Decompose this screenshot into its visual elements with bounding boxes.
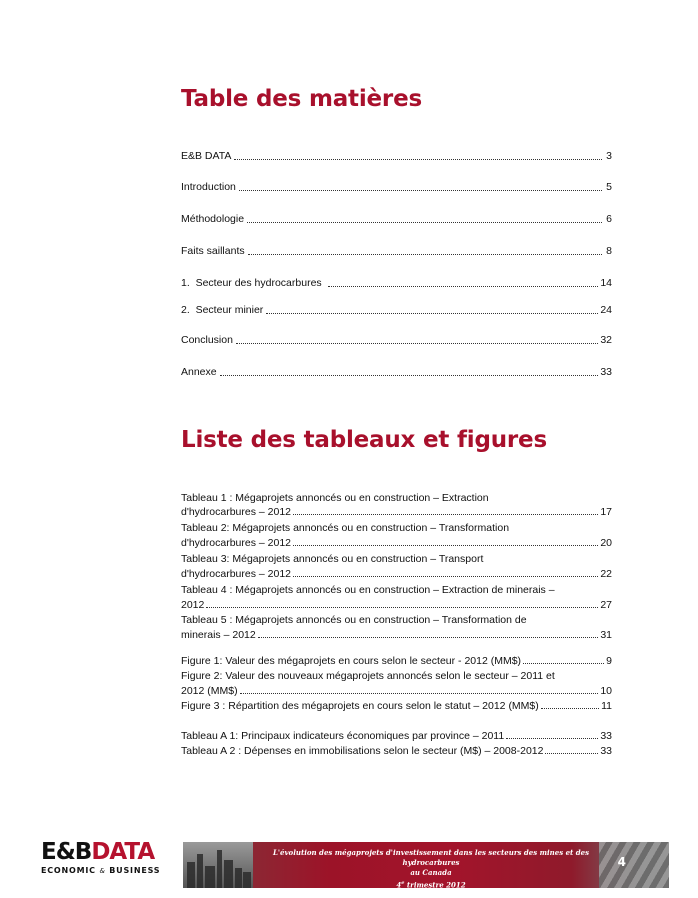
- lof-entry[interactable]: [181, 598, 612, 612]
- lof-entry-label: 2012: [181, 599, 205, 611]
- toc-entry-page: 8: [606, 245, 612, 257]
- lof-entry[interactable]: [181, 654, 612, 668]
- lof-entry-label: Tableau A 1: Principaux indicateurs économiques par province – 2011: [181, 730, 505, 742]
- dot-leader: [541, 708, 599, 709]
- dot-leader: [239, 190, 602, 191]
- lof-entry-label: Tableau A 2 : Dépenses en immobilisations selon le secteur (M$) – 2008-2012: [181, 745, 544, 757]
- lof-entry[interactable]: [181, 505, 612, 519]
- lof-entry-page: 20: [600, 537, 612, 549]
- dot-leader: [506, 738, 598, 739]
- banner-line-3: [253, 878, 609, 888]
- toc-title: Table des matières: [181, 86, 422, 112]
- dot-leader: [545, 753, 598, 754]
- lof-entry-page: 27: [600, 599, 612, 611]
- toc-entry-page: 6: [606, 213, 612, 225]
- lof-entry-line1[interactable]: Figure 2: Valeur des nouveaux mégaprojets annoncés selon le secteur – 2011 et: [181, 670, 555, 682]
- toc-entry-page: 3: [606, 150, 612, 162]
- toc-entry[interactable]: [181, 149, 612, 163]
- banner-quarter-sup: e: [401, 880, 405, 886]
- dot-leader: [206, 607, 598, 608]
- toc-entry-page: 14: [600, 277, 612, 289]
- list-of-figures-title: Liste des tableaux et figures: [181, 427, 547, 453]
- lof-entry-page: 31: [600, 629, 612, 641]
- lof-entry-page: 10: [600, 685, 612, 697]
- lof-entry-line1[interactable]: Tableau 3: Mégaprojets annoncés ou en construction – Transport: [181, 553, 484, 565]
- toc-entry-label: Introduction: [181, 181, 236, 193]
- building-shape: [197, 854, 203, 888]
- lof-entry-label: minerais – 2012: [181, 629, 256, 641]
- lof-entry-label: 2012 (MM$): [181, 685, 238, 697]
- lof-entry[interactable]: [181, 628, 612, 642]
- toc-entry-label: Méthodologie: [181, 213, 245, 225]
- dot-leader: [247, 222, 602, 223]
- dot-leader: [293, 514, 598, 515]
- logo-tagline-right: BUSINESS: [105, 866, 161, 875]
- lof-entry[interactable]: [181, 744, 612, 758]
- dot-leader: [248, 254, 602, 255]
- banner-line-1: L'évolution des mégaprojets d'investissement dans les secteurs des mines et des hydrocarbures: [272, 848, 590, 867]
- lof-entry-line1[interactable]: Tableau 2: Mégaprojets annoncés ou en construction – Transformation: [181, 522, 510, 534]
- toc-entry-label: 1. Secteur des hydrocarbures: [181, 277, 325, 289]
- dot-leader: [266, 313, 598, 314]
- pipeline-image: [599, 842, 669, 888]
- toc-entry-label: Annexe: [181, 366, 217, 378]
- lof-entry-page: 22: [600, 568, 612, 580]
- building-shape: [224, 860, 233, 888]
- logo-wordmark: [41, 839, 177, 865]
- toc-entry-page: 32: [600, 334, 612, 346]
- toc-entry[interactable]: [181, 333, 612, 347]
- dot-leader: [220, 375, 599, 376]
- lof-entry[interactable]: [181, 729, 612, 743]
- logo-eb-text: E&B: [41, 839, 92, 865]
- logo-tagline-left: ECONOMIC: [41, 866, 100, 875]
- footer-banner: [183, 842, 669, 888]
- toc-entry-page: 33: [600, 366, 612, 378]
- lof-entry[interactable]: [181, 684, 612, 698]
- dot-leader: [240, 693, 599, 694]
- toc-entry-page: 24: [600, 304, 612, 316]
- lof-entry-label: d'hydrocarbures – 2012: [181, 537, 291, 549]
- building-shape: [205, 866, 215, 888]
- banner-line-2: au Canada: [410, 868, 452, 877]
- page-number: 4: [617, 855, 626, 869]
- toc-entry[interactable]: [181, 276, 612, 290]
- toc-entry-label: Faits saillants: [181, 245, 245, 257]
- logo-data-text: DATA: [91, 839, 155, 865]
- toc-entry-label: E&B DATA: [181, 150, 232, 162]
- lof-entry-line1[interactable]: Tableau 4 : Mégaprojets annoncés ou en construction – Extraction de minerais –: [181, 584, 555, 596]
- banner-quarter-number: 4: [396, 880, 402, 888]
- lof-entry-line1[interactable]: Tableau 1 : Mégaprojets annoncés ou en construction – Extraction: [181, 492, 489, 504]
- building-shape: [217, 850, 222, 888]
- lof-entry-label: Figure 1: Valeur des mégaprojets en cours selon le secteur - 2012 (MM$): [181, 655, 522, 667]
- lof-entry-label: d'hydrocarbures – 2012: [181, 506, 291, 518]
- lof-entry-label: d'hydrocarbures – 2012: [181, 568, 291, 580]
- toc-entry[interactable]: [181, 212, 612, 226]
- toc-entry-label: 2. Secteur minier: [181, 304, 264, 316]
- dot-leader: [234, 159, 602, 160]
- building-shape: [187, 862, 195, 888]
- lof-entry-page: 17: [600, 506, 612, 518]
- lof-entry-page: 11: [601, 700, 612, 712]
- dot-leader: [523, 663, 604, 664]
- dot-leader: [328, 286, 599, 287]
- dot-leader: [293, 576, 598, 577]
- building-shape: [243, 872, 251, 888]
- toc-entry[interactable]: [181, 365, 612, 379]
- lof-entry[interactable]: [181, 567, 612, 581]
- banner-quarter-text: trimestre 2012: [404, 880, 466, 888]
- lof-entry-page: 33: [600, 745, 612, 757]
- lof-entry-page: 33: [600, 730, 612, 742]
- toc-entry[interactable]: [181, 303, 612, 317]
- toc-entry-label: Conclusion: [181, 334, 233, 346]
- eb-data-logo: [41, 839, 177, 887]
- logo-tagline: [41, 866, 177, 875]
- toc-entry[interactable]: [181, 180, 612, 194]
- lof-entry-page: 9: [606, 655, 612, 667]
- toc-entry-page: 5: [606, 181, 612, 193]
- logo-tagline-amp: &: [99, 867, 106, 875]
- building-shape: [235, 868, 242, 888]
- lof-entry[interactable]: [181, 536, 612, 550]
- toc-entry[interactable]: [181, 244, 612, 258]
- lof-entry[interactable]: [181, 699, 612, 713]
- dot-leader: [258, 637, 599, 638]
- lof-entry-label: Figure 3 : Répartition des mégaprojets en cours selon le statut – 2012 (MM$): [181, 700, 539, 712]
- dot-leader: [293, 545, 598, 546]
- dot-leader: [236, 343, 598, 344]
- lof-entry-line1[interactable]: Tableau 5 : Mégaprojets annoncés ou en construction – Transformation de: [181, 614, 527, 626]
- banner-title: [253, 848, 609, 888]
